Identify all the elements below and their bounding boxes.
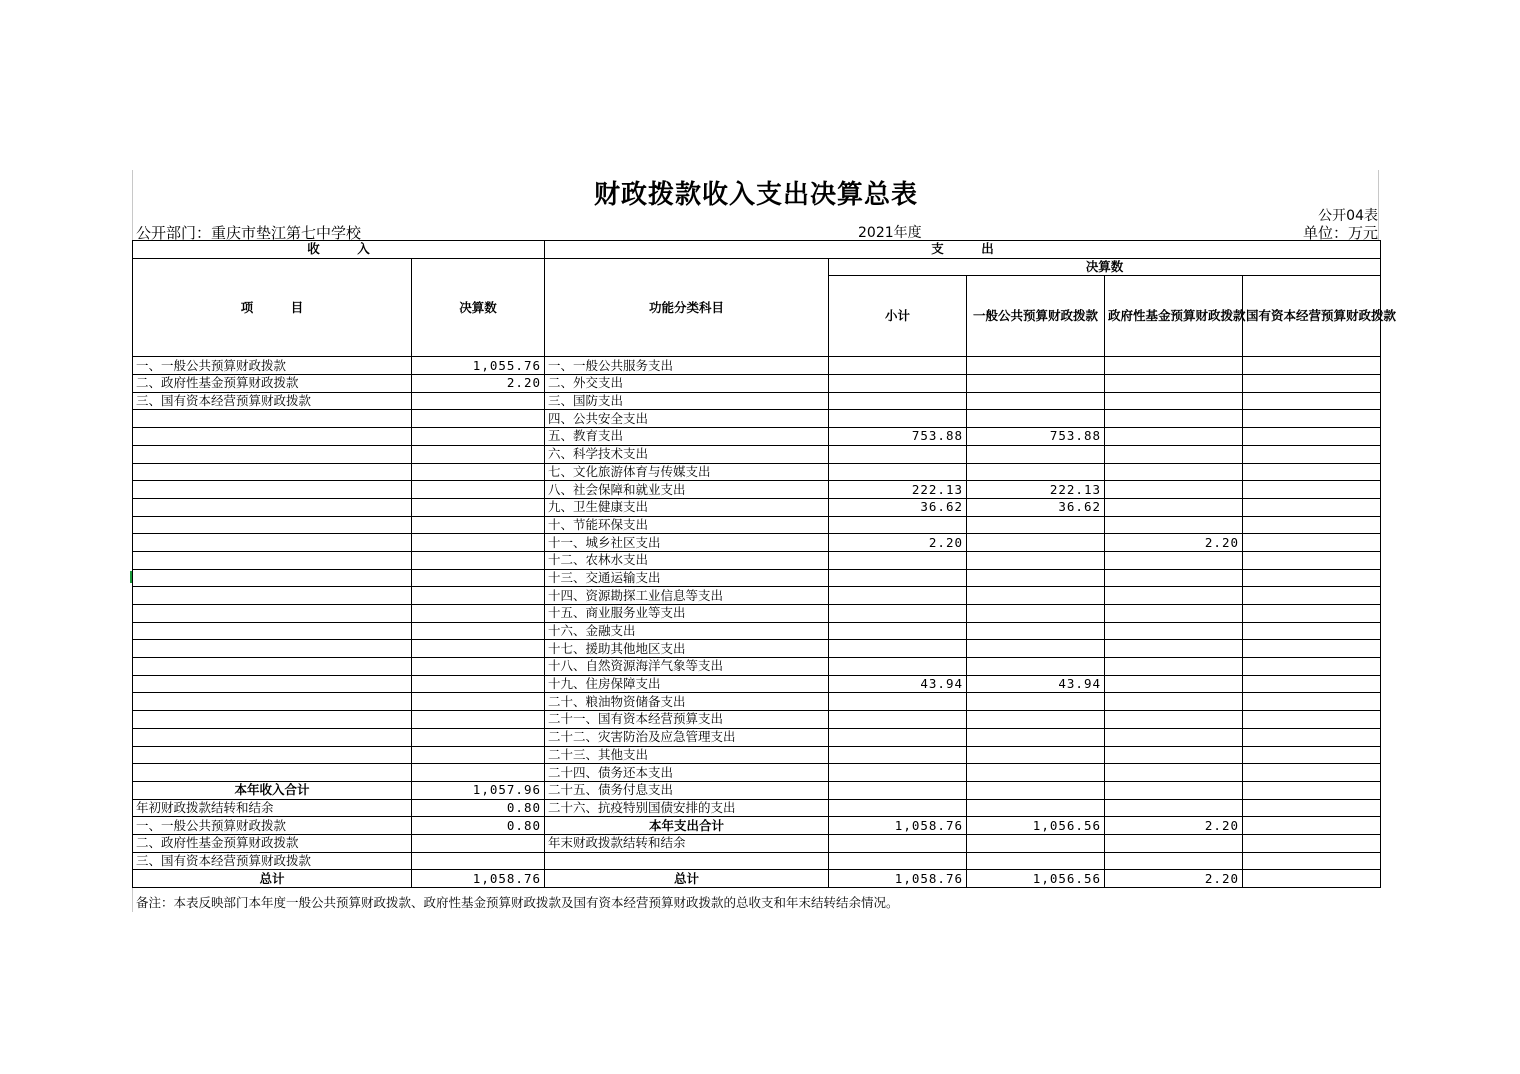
gov-fund-cell[interactable]: 2.20 [1105,870,1243,888]
expense-category-cell[interactable]: 二十一、国有资本经营预算支出 [545,711,829,729]
subtotal-cell[interactable] [829,658,967,676]
general-budget-cell[interactable] [967,781,1105,799]
general-budget-cell[interactable] [967,410,1105,428]
gov-fund-cell[interactable] [1105,516,1243,534]
subtotal-cell[interactable]: 222.13 [829,481,967,499]
general-budget-cell[interactable] [967,587,1105,605]
state-capital-header: 国有资本经营预算财政拨款 [1243,276,1381,357]
state-capital-cell[interactable] [1243,605,1381,623]
table-row [133,445,1381,463]
unit-label: 单位：万元 [1302,224,1378,242]
gov-fund-cell[interactable]: 2.20 [1105,534,1243,552]
state-capital-cell[interactable] [1243,463,1381,481]
general-budget-cell[interactable]: 43.94 [967,675,1105,693]
general-budget-cell[interactable] [967,693,1105,711]
income-item-cell[interactable]: 年初财政拨款结转和结余 [133,799,412,817]
subtotal-cell[interactable] [829,551,967,569]
expense-category-cell[interactable]: 十二、农林水支出 [545,551,829,569]
income-amount-cell[interactable] [412,852,545,870]
general-budget-cell[interactable] [967,746,1105,764]
subtotal-cell[interactable] [829,463,967,481]
expense-category-cell[interactable]: 九、卫生健康支出 [545,498,829,516]
income-amount-cell[interactable] [412,481,545,499]
gov-fund-header: 政府性基金预算财政拨款 [1105,276,1243,357]
expense-category-cell[interactable]: 年末财政拨款结转和结余 [545,834,829,852]
income-item-cell[interactable]: 二、政府性基金预算财政拨款 [133,834,412,852]
state-capital-cell[interactable] [1243,658,1381,676]
subtotal-cell[interactable] [829,852,967,870]
income-amount-cell[interactable] [412,693,545,711]
gov-fund-cell[interactable] [1105,357,1243,375]
state-capital-cell[interactable] [1243,711,1381,729]
table-row [133,605,1381,623]
income-amount-cell[interactable] [412,463,545,481]
income-amount-cell[interactable] [412,569,545,587]
income-item-cell[interactable]: 一、一般公共预算财政拨款 [133,817,412,835]
expense-category-cell[interactable]: 十六、金融支出 [545,622,829,640]
income-item-cell[interactable] [133,693,412,711]
subtotal-cell[interactable] [829,605,967,623]
state-capital-cell[interactable] [1243,693,1381,711]
expense-category-cell[interactable]: 二十六、抗疫特别国债安排的支出 [545,799,829,817]
gov-fund-cell[interactable] [1105,675,1243,693]
table-row [133,693,1381,711]
state-capital-cell[interactable] [1243,375,1381,393]
state-capital-cell[interactable] [1243,640,1381,658]
subtotal-cell[interactable]: 36.62 [829,498,967,516]
footnote: 备注：本表反映部门本年度一般公共预算财政拨款、政府性基金预算财政拨款及国有资本经营预算财政拨款的总收支和年末结转结余情况。 [136,895,899,910]
table-row [133,463,1381,481]
income-item-cell[interactable] [133,445,412,463]
subtotal-cell[interactable] [829,799,967,817]
gov-fund-cell[interactable] [1105,392,1243,410]
general-budget-cell[interactable] [967,764,1105,782]
income-amount-cell[interactable] [412,658,545,676]
income-amount-cell[interactable]: 2.20 [412,375,545,393]
table-row [133,764,1381,782]
subtotal-cell[interactable]: 2.20 [829,534,967,552]
income-item-cell[interactable]: 本年收入合计 [133,781,412,799]
gov-fund-cell[interactable] [1105,551,1243,569]
state-capital-cell[interactable] [1243,498,1381,516]
expense-category-cell[interactable]: 本年支出合计 [545,817,829,835]
gov-fund-cell[interactable] [1105,852,1243,870]
general-budget-cell[interactable] [967,799,1105,817]
general-budget-cell[interactable]: 1,056.56 [967,870,1105,888]
general-budget-cell[interactable] [967,605,1105,623]
subtotal-cell[interactable] [829,587,967,605]
subtotal-cell[interactable] [829,569,967,587]
income-item-cell[interactable] [133,764,412,782]
subtotal-cell[interactable] [829,357,967,375]
table-row [133,870,1381,888]
gov-fund-cell[interactable] [1105,799,1243,817]
expense-category-cell[interactable]: 十三、交通运输支出 [545,569,829,587]
income-amount-cell[interactable]: 1,055.76 [412,357,545,375]
general-budget-cell[interactable] [967,658,1105,676]
income-item-cell[interactable] [133,728,412,746]
income-amount-cell[interactable] [412,640,545,658]
income-item-cell[interactable] [133,534,412,552]
item-header: 项 目 [133,258,412,357]
state-capital-cell[interactable] [1243,357,1381,375]
general-budget-cell[interactable] [967,834,1105,852]
subtotal-cell[interactable] [829,781,967,799]
income-item-cell[interactable] [133,711,412,729]
income-item-cell[interactable] [133,746,412,764]
expense-category-cell[interactable]: 总计 [545,870,829,888]
gov-fund-cell[interactable] [1105,693,1243,711]
table-row [133,675,1381,693]
general-budget-cell[interactable] [967,534,1105,552]
income-item-cell[interactable]: 三、国有资本经营预算财政拨款 [133,392,412,410]
expense-category-cell[interactable]: 十七、援助其他地区支出 [545,640,829,658]
appropriation-table [132,240,1397,888]
general-budget-cell[interactable] [967,852,1105,870]
table-row [133,428,1381,446]
expense-category-cell[interactable]: 十四、资源勘探工业信息等支出 [545,587,829,605]
expense-category-cell[interactable]: 二十三、其他支出 [545,746,829,764]
state-capital-cell[interactable] [1243,728,1381,746]
table-row [133,587,1381,605]
expense-category-cell[interactable]: 二十四、债务还本支出 [545,764,829,782]
state-capital-cell[interactable] [1243,534,1381,552]
subtotal-cell[interactable]: 753.88 [829,428,967,446]
income-item-cell[interactable] [133,658,412,676]
table-row [133,534,1381,552]
gov-fund-cell[interactable] [1105,781,1243,799]
income-amount-cell[interactable]: 0.80 [412,799,545,817]
general-budget-header: 一般公共预算财政拨款 [967,276,1105,357]
gov-fund-cell[interactable] [1105,622,1243,640]
state-capital-cell[interactable] [1243,392,1381,410]
expense-category-cell[interactable]: 十九、住房保障支出 [545,675,829,693]
income-item-cell[interactable] [133,551,412,569]
state-capital-cell[interactable] [1243,834,1381,852]
table-row [133,622,1381,640]
form-code: 公开04表 [1318,208,1378,224]
state-capital-cell[interactable] [1243,587,1381,605]
expense-category-cell[interactable]: 四、公共安全支出 [545,410,829,428]
gov-fund-cell[interactable] [1105,428,1243,446]
table-row [133,375,1381,393]
gov-fund-cell[interactable] [1105,587,1243,605]
general-budget-cell[interactable] [967,445,1105,463]
income-item-cell[interactable] [133,410,412,428]
table-row [133,481,1381,499]
subtotal-cell[interactable] [829,764,967,782]
general-budget-cell[interactable]: 1,056.56 [967,817,1105,835]
general-budget-cell[interactable] [967,463,1105,481]
table-row [133,852,1381,870]
state-capital-cell[interactable] [1243,516,1381,534]
table-row [133,410,1381,428]
gov-fund-cell[interactable] [1105,569,1243,587]
expense-category-cell[interactable]: 六、科学技术支出 [545,445,829,463]
income-item-cell[interactable] [133,605,412,623]
income-item-cell[interactable] [133,587,412,605]
expense-category-cell[interactable]: 五、教育支出 [545,428,829,446]
table-row [133,392,1381,410]
income-amount-cell[interactable] [412,605,545,623]
subtotal-cell[interactable] [829,693,967,711]
income-item-cell[interactable] [133,640,412,658]
income-amount-cell[interactable] [412,428,545,446]
state-capital-cell[interactable] [1243,551,1381,569]
state-capital-cell[interactable] [1243,675,1381,693]
gov-fund-cell[interactable] [1105,445,1243,463]
expense-category-cell[interactable]: 十、节能环保支出 [545,516,829,534]
gov-fund-cell[interactable] [1105,605,1243,623]
gov-fund-cell[interactable] [1105,834,1243,852]
income-amount-cell[interactable]: 1,057.96 [412,781,545,799]
general-budget-cell[interactable] [967,728,1105,746]
income-item-cell[interactable]: 二、政府性基金预算财政拨款 [133,375,412,393]
subtotal-cell[interactable] [829,410,967,428]
table-row [133,516,1381,534]
income-amount-cell[interactable] [412,551,545,569]
general-budget-cell[interactable] [967,357,1105,375]
table-row [133,728,1381,746]
gov-fund-cell[interactable] [1105,481,1243,499]
income-item-cell[interactable]: 总计 [133,870,412,888]
expense-category-cell[interactable]: 十一、城乡社区支出 [545,534,829,552]
general-budget-cell[interactable] [967,516,1105,534]
income-item-cell[interactable] [133,516,412,534]
table-row [133,569,1381,587]
subtotal-cell[interactable]: 1,058.76 [829,817,967,835]
income-amount-cell[interactable] [412,410,545,428]
income-amount-cell[interactable] [412,675,545,693]
expense-header: 支 出 [545,241,1381,259]
expense-category-cell[interactable]: 七、文化旅游体育与传媒支出 [545,463,829,481]
department-label: 公开部门：重庆市垫江第七中学校 [136,224,362,242]
state-capital-cell[interactable] [1243,799,1381,817]
general-budget-cell[interactable]: 222.13 [967,481,1105,499]
income-amount-cell[interactable] [412,711,545,729]
expense-category-cell[interactable]: 二十五、债务付息支出 [545,781,829,799]
subtotal-cell[interactable] [829,728,967,746]
subtotal-cell[interactable] [829,711,967,729]
subtotal-cell[interactable] [829,746,967,764]
income-header: 收 入 [133,241,545,259]
income-amount-cell[interactable] [412,445,545,463]
income-item-cell[interactable]: 一、一般公共预算财政拨款 [133,357,412,375]
table-row [133,834,1381,852]
subtotal-header: 小计 [829,276,967,357]
income-amount-cell[interactable] [412,498,545,516]
state-capital-cell[interactable] [1243,481,1381,499]
income-item-cell[interactable] [133,675,412,693]
income-item-cell[interactable] [133,428,412,446]
gov-fund-cell[interactable] [1105,711,1243,729]
income-item-cell[interactable] [133,481,412,499]
gov-fund-cell[interactable] [1105,463,1243,481]
subtotal-cell[interactable] [829,622,967,640]
income-amount-cell[interactable]: 1,058.76 [412,870,545,888]
gov-fund-cell[interactable]: 2.20 [1105,817,1243,835]
gov-fund-cell[interactable] [1105,410,1243,428]
general-budget-cell[interactable] [967,640,1105,658]
subtotal-cell[interactable] [829,375,967,393]
income-amount-cell[interactable] [412,746,545,764]
state-capital-cell[interactable] [1243,852,1381,870]
income-amount-cell[interactable]: 0.80 [412,817,545,835]
income-amount-cell[interactable] [412,728,545,746]
gov-fund-cell[interactable] [1105,375,1243,393]
income-amount-cell[interactable] [412,534,545,552]
general-budget-cell[interactable] [967,392,1105,410]
subtotal-cell[interactable] [829,392,967,410]
amount-header: 决算数 [412,258,545,357]
expense-category-cell[interactable]: 二十、粮油物资储备支出 [545,693,829,711]
fiscal-year: 2021年度 [858,225,922,241]
expense-category-cell[interactable]: 十五、商业服务业等支出 [545,605,829,623]
general-budget-cell[interactable] [967,551,1105,569]
state-capital-cell[interactable] [1243,410,1381,428]
table-row [133,781,1381,799]
page-title: 财政拨款收入支出决算总表 [593,180,918,210]
income-amount-cell[interactable] [412,622,545,640]
subtotal-cell[interactable]: 43.94 [829,675,967,693]
subtotal-cell[interactable] [829,834,967,852]
gov-fund-cell[interactable] [1105,640,1243,658]
gov-fund-cell[interactable] [1105,746,1243,764]
income-item-cell[interactable] [133,463,412,481]
table-row [133,658,1381,676]
expense-category-cell[interactable]: 一、一般公共服务支出 [545,357,829,375]
table-row [133,711,1381,729]
state-capital-cell[interactable] [1243,764,1381,782]
state-capital-cell[interactable] [1243,781,1381,799]
subtotal-cell[interactable]: 1,058.76 [829,870,967,888]
gov-fund-cell[interactable] [1105,728,1243,746]
state-capital-cell[interactable] [1243,445,1381,463]
state-capital-cell[interactable] [1243,569,1381,587]
income-item-cell[interactable] [133,498,412,516]
expense-category-cell[interactable]: 二、外交支出 [545,375,829,393]
expense-category-cell[interactable]: 二十二、灾害防治及应急管理支出 [545,728,829,746]
income-amount-cell[interactable] [412,587,545,605]
table-row [133,498,1381,516]
table-row [133,357,1381,375]
subtotal-cell[interactable] [829,516,967,534]
income-item-cell[interactable] [133,569,412,587]
expense-category-cell[interactable]: 八、社会保障和就业支出 [545,481,829,499]
general-budget-cell[interactable]: 753.88 [967,428,1105,446]
table-row [133,551,1381,569]
table-row [133,817,1381,835]
income-amount-cell[interactable] [412,834,545,852]
expense-category-cell[interactable] [545,852,829,870]
table-row [133,746,1381,764]
general-budget-cell[interactable]: 36.62 [967,498,1105,516]
gov-fund-cell[interactable] [1105,658,1243,676]
state-capital-cell[interactable] [1243,428,1381,446]
income-amount-cell[interactable] [412,764,545,782]
income-amount-cell[interactable] [412,516,545,534]
general-budget-cell[interactable] [967,375,1105,393]
table-row [133,640,1381,658]
gov-fund-cell[interactable] [1105,764,1243,782]
general-budget-cell[interactable] [967,711,1105,729]
general-budget-cell[interactable] [967,569,1105,587]
state-capital-cell[interactable] [1243,746,1381,764]
subtotal-cell[interactable] [829,445,967,463]
state-capital-cell[interactable] [1243,622,1381,640]
final-amount-header: 决算数 [829,258,1381,276]
state-capital-cell[interactable] [1243,870,1381,888]
general-budget-cell[interactable] [967,622,1105,640]
table-row [133,799,1381,817]
income-item-cell[interactable]: 三、国有资本经营预算财政拨款 [133,852,412,870]
income-item-cell[interactable] [133,622,412,640]
subtotal-cell[interactable] [829,640,967,658]
state-capital-cell[interactable] [1243,817,1381,835]
income-amount-cell[interactable] [412,392,545,410]
gov-fund-cell[interactable] [1105,498,1243,516]
function-category-header: 功能分类科目 [545,258,829,357]
expense-category-cell[interactable]: 十八、自然资源海洋气象等支出 [545,658,829,676]
expense-category-cell[interactable]: 三、国防支出 [545,392,829,410]
